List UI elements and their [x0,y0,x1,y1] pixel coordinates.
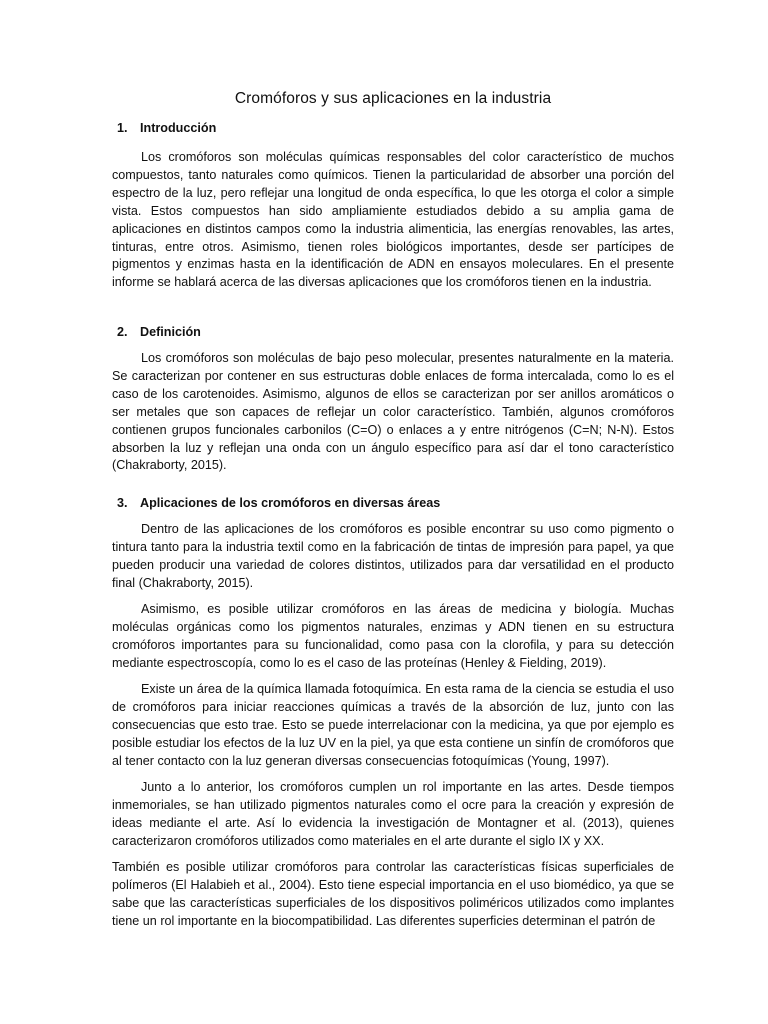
section-title: Definición [140,325,201,339]
section-number: 2. [117,325,128,339]
paragraph-fotoquimica: Existe un área de la química llamada fotoquímica. En esta rama de la ciencia se estudia el uso de cromóforos para iniciar reacciones químicas a través de la absorción de luz, junto con las consecuencias que esto trae. Esto se puede interrelacionar con la medicina, ya que por ejemplo es posible estudiar los efectos de la luz UV en la piel, ya que esta contiene un sinfín de cromóforos que al tener contacto con la luz generan diversas consecuencias fotoquímicas (Young, 1997). [112,682,674,768]
paragraph-definicion: Los cromóforos son moléculas de bajo peso molecular, presentes naturalmente en la materia. Se caracterizan por contener en sus estructuras doble enlaces de forma intercalada, como lo es el caso de los carotenoides. Asimismo, algunos de ellos se caracterizan por ser anillos aromáticos o ser metales que son capaces de reflejar un color característico. También, algunos cromóforos contienen grupos funcionales carbonilos (C=O) o enlaces a y entre nitrógenos (C=N; N-N). Estos absorben la luz y reflejan una onda con un ángulo específico para así dar el tono característico (Chakraborty, 2015). [112,351,674,473]
section-title: Introducción [140,121,217,135]
paragraph-pigmentos: Dentro de las aplicaciones de los cromóforos es posible encontrar su uso como pigmento o tintura tanto para la industria textil como en la fabricación de tintas de impresión para papel, ya que pueden producir una variedad de colores distintos, utilizados para dar versatilidad en el producto final (Chakraborty, 2015). [112,522,674,590]
paragraph-medicina-biologia: Asimismo, es posible utilizar cromóforos en las áreas de medicina y biología. Muchas moléculas orgánicas como los pigmentos naturales, enzimas y ADN tienen en su estructura cromóforos importantes para su funcionalidad, como pasa con la clorofila, y para su detección mediante espectroscopía, como lo es el caso de las proteínas (Henley & Fielding, 2019). [112,602,674,670]
section-number: 1. [117,121,128,135]
paragraph-polimeros: También es posible utilizar cromóforos para controlar las características físicas superficiales de polímeros (El Halabieh et al., 2004). Esto tiene especial importancia en el uso biomédico, ya que se sabe que las características superficiales de los dispositivos poliméricos utilizados como implantes tiene un rol importante en la biocompatibilidad. Las diferentes superficies determinan el patrón de [112,860,674,928]
section-number: 3. [117,496,128,510]
document-title: Cromóforos y sus aplicaciones en la industria [234,90,552,107]
paragraph-artes: Junto a lo anterior, los cromóforos cumplen un rol importante en las artes. Desde tiempos inmemoriales, se han utilizado pigmentos naturales como el ocre para la creación y expresión de ideas mediante el arte. Así lo evidencia la investigación de Montagner et al. (2013), quienes caracterizaron cromóforos utilizados como materiales en el arte durante el siglo IX y XX. [112,780,674,848]
paragraph-introduccion: Los cromóforos son moléculas químicas responsables del color característico de muchos compuestos, tanto naturales como químicos. Tienen la particularidad de absorber una porción del espectro de la luz, pero reflejar una longitud de onda específica, lo que les otorga el color a simple vista. Estos compuestos han sido ampliamiente estudiados debido a su amplia gama de aplicaciones en distintos campos como la industria alimenticia, las energías renovables, las artes, tinturas, entre otros. Asimismo, tienen roles biológicos importantes, desde ser partícipes de pigmentos y enzimas hasta en la identificación de ADN en ensayos moleculares. En el presente informe se hablará acerca de las diversas aplicaciones que los cromóforos tienen en la industria. [112,150,674,290]
section-title: Aplicaciones de los cromóforos en diversas áreas [140,496,441,510]
section-heading-definicion [117,323,201,341]
section-heading-aplicaciones [117,494,440,512]
section-heading-introduccion [117,119,216,137]
